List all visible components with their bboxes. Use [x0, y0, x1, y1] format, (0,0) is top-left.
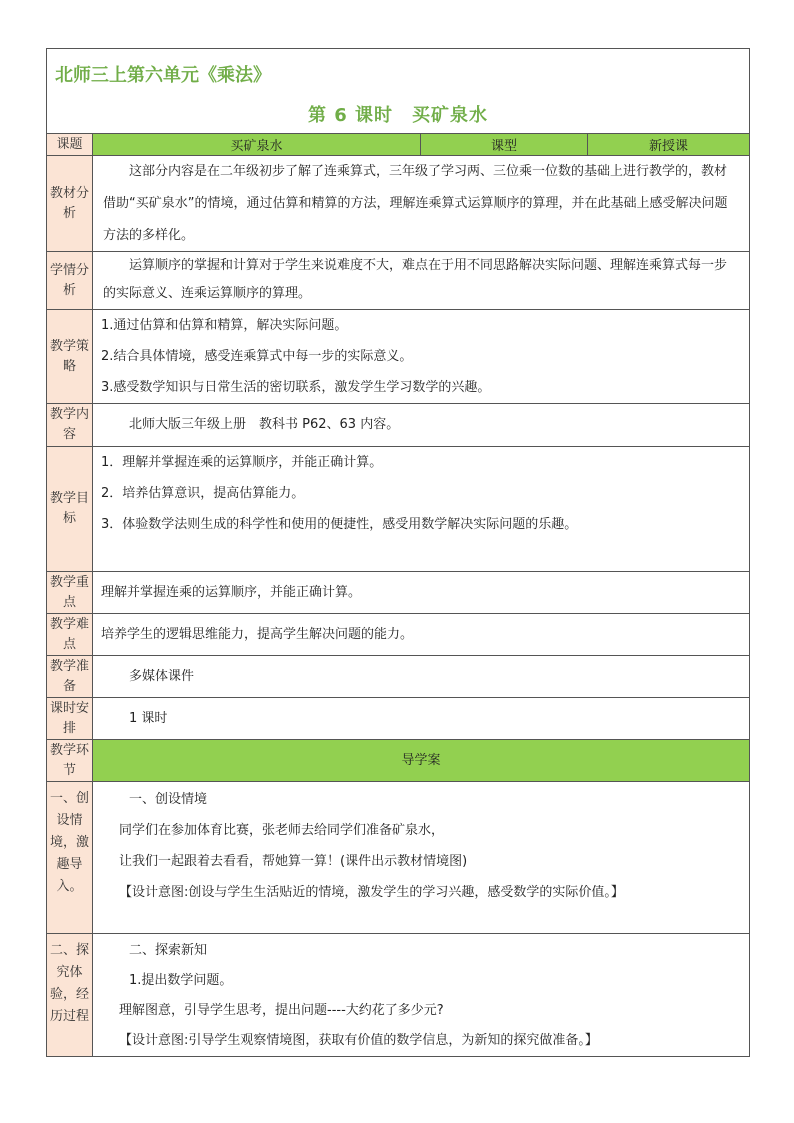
strategy-label: 教学策略	[47, 310, 93, 403]
key-label: 教学重点	[47, 572, 93, 613]
goal-item: 2．培养估算意识，提高估算能力。	[101, 486, 305, 501]
content-row	[46, 403, 750, 446]
step-line: 理解图意，引导学生思考，提出问题----大约花了多少元?	[119, 1003, 444, 1018]
goals-row	[46, 446, 750, 571]
difficulty-text: 培养学生的逻辑思维能力，提高学生解决问题的能力。	[101, 626, 414, 642]
prep-label: 教学准备	[47, 656, 93, 697]
strategy-list	[93, 310, 749, 403]
students-text: 运算顺序的掌握和计算对于学生来说难度不大，难点在于用不同思路解决实际问题、理解连乘算式每一步的实际意义、连乘运算顺序的算理。	[103, 258, 728, 301]
topic-label: 课题	[47, 134, 93, 155]
goals-label: 教学目标	[47, 447, 93, 571]
lesson-info-row	[46, 133, 750, 155]
type-value: 新授课	[588, 134, 749, 155]
strategy-row	[46, 309, 750, 403]
step-label: 一、创设情境，激趣导入。	[47, 782, 93, 933]
step-row	[46, 933, 750, 1057]
step-line: 1.提出数学问题。	[129, 973, 233, 988]
step-row	[46, 781, 750, 933]
time-row	[46, 697, 750, 739]
step-content	[93, 782, 749, 933]
time-text: 1 课时	[129, 710, 168, 726]
step-line: 二、探索新知	[129, 943, 208, 958]
step-line: 同学们在参加体育比赛，张老师去给同学们准备矿泉水，	[119, 823, 445, 838]
lesson-subtitle: 第 6 课时 买矿泉水	[307, 105, 489, 126]
time-label: 课时安排	[47, 698, 93, 739]
students-row	[46, 251, 750, 309]
goals-list	[93, 447, 749, 571]
strategy-item: 2.结合具体情境，感受连乘算式中每一步的实际意义。	[101, 349, 413, 364]
strategy-item: 3.感受数学知识与日常生活的密切联系，激发学生学习数学的兴趣。	[101, 380, 491, 395]
step-line: 【设计意图:引导学生观察情境图，获取有价值的数学信息，为新知的探究做准备。】	[119, 1033, 598, 1048]
step-line: 让我们一起跟着去看看，帮她算一算！(课件出示教材情境图)	[119, 854, 468, 869]
prep-row	[46, 655, 750, 697]
process-row	[46, 739, 750, 781]
lesson-plan	[46, 48, 750, 1057]
analysis-text: 这部分内容是在二年级初步了解了连乘算式，三年级了学习两、三位乘一位数的基础上进行教学的，教材借助“买矿泉水”的情境，通过估算和精算的方法，理解连乘算式运算顺序的算理，并在此基础上感受解决问题方法的多样化。	[103, 164, 728, 243]
step-line: 【设计意图:创设与学生生活贴近的情境，激发学生的学习兴趣，感受数学的实际价值。】	[119, 885, 624, 900]
process-title: 导学案	[93, 740, 749, 781]
key-row	[46, 571, 750, 613]
content-text: 北师大版三年级上册 教科书 P62、63 内容。	[129, 417, 400, 432]
type-label: 课型	[421, 134, 588, 155]
prep-text: 多媒体课件	[129, 668, 195, 684]
goal-item: 3．体验数学法则生成的科学性和使用的便捷性，感受用数学解决实际问题的乐趣。	[101, 517, 578, 532]
difficulty-label: 教学难点	[47, 614, 93, 655]
difficulty-row	[46, 613, 750, 655]
content-label: 教学内容	[47, 404, 93, 446]
students-label: 学情分析	[47, 252, 93, 309]
analysis-label: 教材分析	[47, 156, 93, 251]
goal-item: 1．理解并掌握连乘的运算顺序，并能正确计算。	[101, 455, 383, 470]
topic-value: 买矿泉水	[93, 134, 421, 155]
step-line: 一、创设情境	[129, 792, 208, 807]
strategy-item: 1.通过估算和估算和精算，解决实际问题。	[101, 318, 348, 333]
document-header	[46, 48, 750, 133]
analysis-row	[46, 155, 750, 251]
step-label: 二、探究体验，经历过程	[47, 934, 93, 1056]
step-content	[93, 934, 749, 1056]
document-title: 北师三上第六单元《乘法》	[55, 65, 271, 86]
process-label: 教学环节	[47, 740, 93, 781]
key-text: 理解并掌握连乘的运算顺序，并能正确计算。	[101, 584, 362, 600]
